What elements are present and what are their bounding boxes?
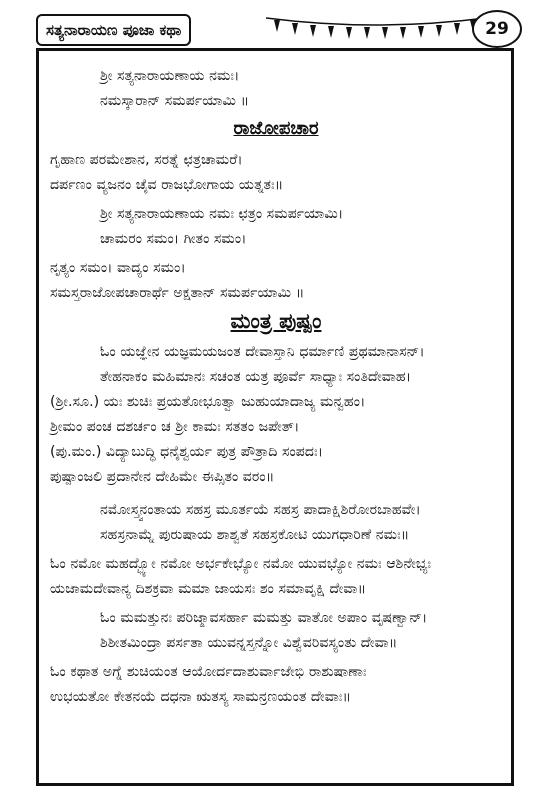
bunting-decoration-icon xyxy=(266,12,486,48)
verse-line: (ಶ್ರೀ.ಸೂ.) ಯಃ ಶುಚಿಃ ಪ್ರಯತೋಭೂತ್ವಾ ಜುಹುಯಾದಾಜ್ಯ ಮನ್ವಹಂ। xyxy=(50,394,366,410)
verse-line: ಓಂ ಯಜ್ಞೇನ ಯಜ್ಞಮಯಜಂತ ದೇವಾಸ್ತಾನಿ ಧರ್ಮಾಣಿ ಪ್ರಥಮಾನಾಸನ್। xyxy=(100,344,425,360)
verse-line: (ಪು.ಮಂ.) ವಿದ್ಯಾಬುದ್ಧಿ ಧನೈಶ್ವರ್ಯ ಪುತ್ರ ಪೌತ್ರಾದಿ ಸಂಪದಃ। xyxy=(50,444,323,460)
verse-line: ಗೃಹಾಣ ಪರಮೇಶಾನ, ಸರತ್ನೆ ಛತ್ರಚಾಮರೆ। xyxy=(50,152,243,168)
running-title: ಸತ್ಯನಾರಾಯಣ ಪೂಜಾ ಕಥಾ xyxy=(36,14,191,46)
verse-line: ನಮಸ್ಕಾರಾನ್ ಸಮರ್ಪಯಾಮಿ ॥ xyxy=(100,93,250,109)
section-heading: ರಾಜೋಪಚಾರ xyxy=(233,118,319,139)
verse-line: ಶ್ರೀ ಸತ್ಯನಾರಾಯಣಾಯ ನಮಃ ಛತ್ರಂ ಸಮರ್ಪಯಾಮಿ। xyxy=(100,206,344,222)
verse-line: ಶ್ರೀ ಸತ್ಯನಾರಾಯಣಾಯ ನಮಃ। xyxy=(100,68,240,84)
verse-line: ಸಮಸ್ತರಾಜೋಪಚಾರಾರ್ಥೆ ಅಕ್ಷತಾನ್ ಸಮರ್ಪಯಾಮಿ ॥ xyxy=(50,285,305,301)
page-body xyxy=(50,64,502,710)
verse-line: ಓಂ ಮಮತ್ತುನಃ ಪರಿಜ್ಮಾವಸರ್ಹಾ ಮಮತ್ತು ವಾತೋ ಅಪಾಂ ವೃಷಣ್ವಾನ್। xyxy=(100,610,428,626)
verse-line: ತೇಹನಾಕಂ ಮಹಿಮಾನಃ ಸಚಂತ ಯತ್ರ ಪೂರ್ವೆ ಸಾಧ್ಯಾಃ ಸಂತಿದೇವಾಹ। xyxy=(100,369,412,385)
page-number: 29 xyxy=(472,10,522,48)
verse-line: ಶಿಶೀತಮಿಂದ್ರಾ ಪರ್ಸತಾ ಯುವನ್ನಸ್ತನ್ನೋ ವಿಶ್ವೆವರಿವಸ್ಯಂತು ದೇವಾ॥ xyxy=(100,635,398,651)
verse-line: ನೃತ್ಯಂ ಸಮಂ। ವಾದ್ಯಂ ಸಮಂ। xyxy=(50,260,186,276)
verse-line: ನಮೋಸ್ತ್ವನಂತಾಯ ಸಹಸ್ರ ಮೂರ್ತಯೆ ಸಹಸ್ರ ಪಾದಾಕ್ಷಿಶಿರೋರಬಾಹವೇ। xyxy=(100,502,421,518)
verse-line: ಓಂ ನಮೋ ಮಹದ್ಭ್ಯೋ ನಮೋ ಅರ್ಭಕೇಭ್ಯೋ ನಮೋ ಯುವಭ್ಯೋ ನಮಃ ಆಶಿನೇಭ್ಯಃ xyxy=(50,556,432,572)
verse-line: ಸಹಸ್ರನಾಮ್ನೆ ಪುರುಷಾಯ ಶಾಶ್ವತೆ ಸಹಸ್ರಕೋಟಿ ಯುಗಧಾರಿಣೆ ನಮಃ॥ xyxy=(100,527,410,543)
verse-line: ಚಾಮರಂ ಸಮಂ। ಗೀತಂ ಸಮಂ। xyxy=(100,231,247,247)
verse-line: ಶ್ರೀಮಂ ಪಂಚ ದಶರ್ಚಂ ಚ ಶ್ರೀ ಕಾಮಃ ಸತತಂ ಜಪೇತ್। xyxy=(50,419,300,435)
verse-line: ಯಜಾಮದೇವಾನ್ಯ ದಿಶಕ್ರವಾ ಮಮಾ ಜಾಯಸಃ ಶಂ ಸಮಾವೃಕ್ಷಿ ದೇವಾ॥ xyxy=(50,581,367,597)
verse-line: ಪುಷ್ಪಾಂಜಲಿ ಪ್ರದಾನೇನ ದೇಹಿಮೇ ಈಪ್ಸಿತಂ ವರಂ॥ xyxy=(50,469,275,485)
page-header xyxy=(28,8,528,50)
section-heading: ಮಂತ್ರ ಪುಷ್ಪಂ xyxy=(230,309,322,333)
verse-line: ಉಭಯತೋ ಕೇತನಯೆ ದಧನಾ ಋತಸ್ಯ ಸಾಮನ್ರಣಯಂತ ದೇವಾಃ॥ xyxy=(50,689,352,705)
verse-line: ಓಂ ಕಥಾತ ಅಗ್ನೆ ಶುಚಿಯಂತ ಆಯೋರ್ದದಾಶುರ್ವಾಜೇಭಿ ರಾಶುಷಾಣಾಃ xyxy=(50,664,367,680)
verse-line: ದರ್ಪಣಂ ವ್ಯಜನಂ ಚೈವ ರಾಜಭೋಗಾಯ ಯತ್ನತಃ॥ xyxy=(50,177,284,193)
